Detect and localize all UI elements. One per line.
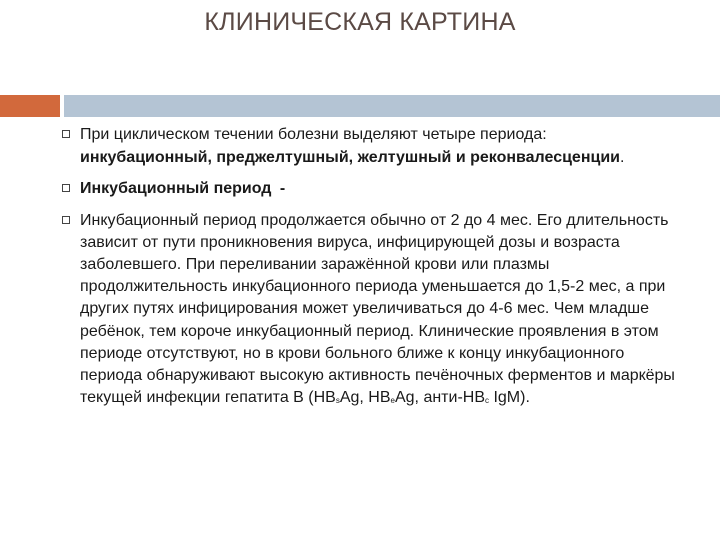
item-text: Инкубационный период продолжается обычно от 2 до 4 мес. Его длительность зависит от пути проникновения вируса, инфицирующей дозы и возраста заболевшего. При переливании заражённой крови или плазмы продолжительность инкубационного периода уменьшается до 1,5-2 мес, а при других путях инфицирования может увеличиваться до 4-6 мес. Чем младше ребёнок, тем короче инкубационный период. Клинические проявления в этом периоде отсутствуют, но в крови больного ближе к концу инкубационного периода обнаруживают высокую активность печёночных ферментов и маркёры текущей инфекции гепатита В (НВ	[80, 211, 675, 407]
item-bold-text: Инкубационный период	[80, 180, 272, 197]
item-text-part: IgM).	[489, 389, 530, 407]
item-text-part: Ag, НВ	[339, 389, 391, 407]
square-bullet-icon	[62, 216, 70, 224]
accent-bar	[0, 95, 60, 117]
subscript: c	[485, 396, 489, 406]
slide-content	[62, 124, 682, 421]
list-item	[62, 124, 682, 169]
item-text: При циклическом течении болезни выделяют четыре периода:	[80, 126, 547, 143]
square-bullet-icon	[62, 184, 70, 192]
list-item	[62, 178, 682, 201]
square-bullet-icon	[62, 130, 70, 138]
item-text-part: Ag, анти-НВ	[394, 389, 485, 407]
item-end: .	[620, 148, 625, 166]
subscript: s	[335, 396, 340, 406]
header-divider-bar	[64, 95, 720, 117]
subscript: e	[390, 396, 395, 406]
list-item	[62, 210, 682, 413]
item-bold-text: инкубационный, преджелтушный, желтушный и реконвалесценции	[80, 148, 620, 166]
slide-title: КЛИНИЧЕСКАЯ КАРТИНА	[204, 8, 516, 36]
item-dash: -	[279, 180, 286, 197]
